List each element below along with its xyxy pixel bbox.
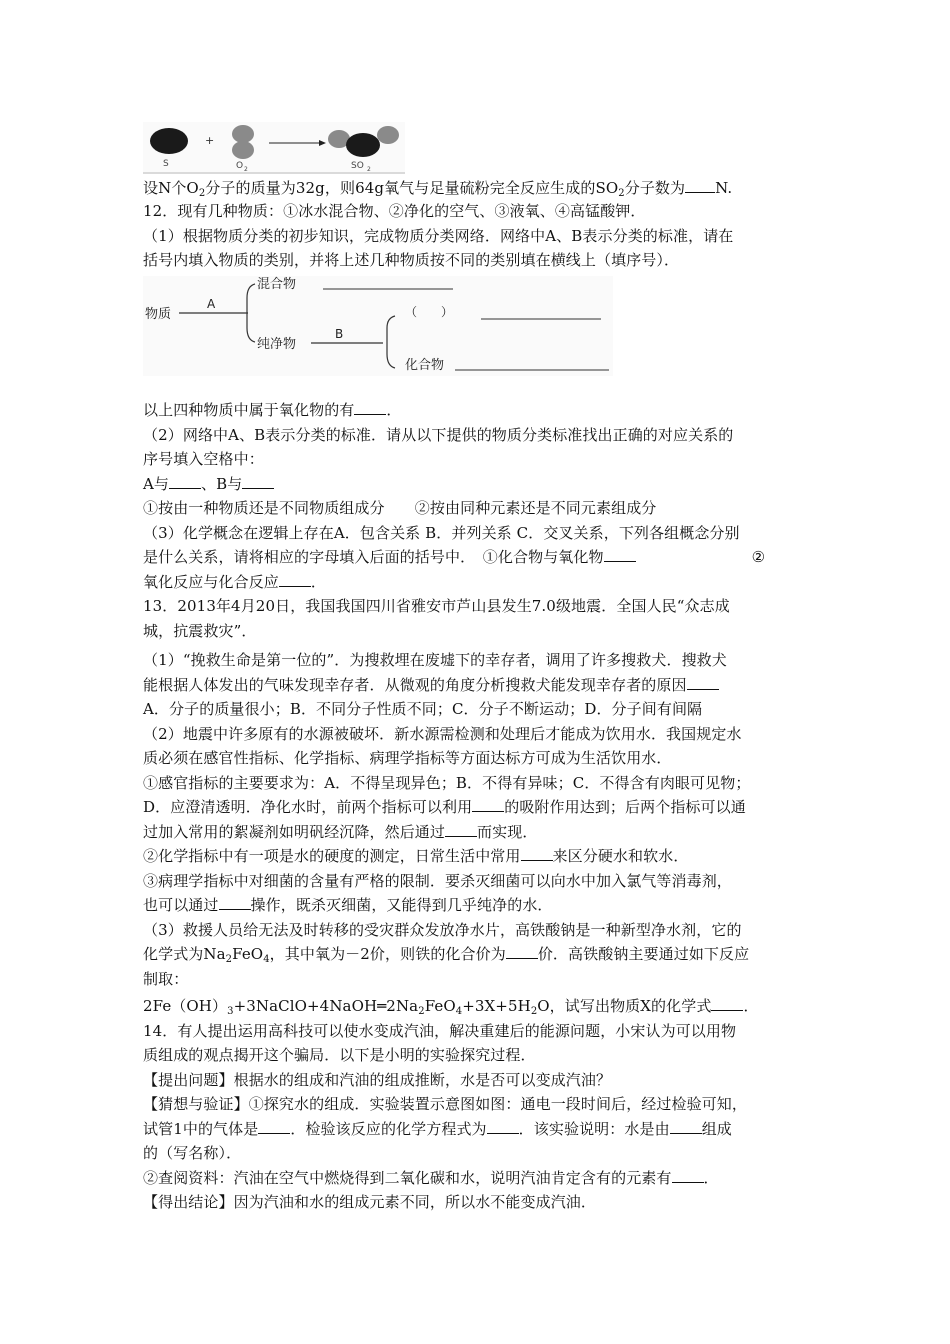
answer-blank[interactable] <box>672 1168 704 1183</box>
line-26: （3）救援人员给无法及时转移的受灾群众发放净水片，高铁酸钠是一种新型净水剂，它的 <box>143 921 742 939</box>
label-plus: + <box>205 134 215 147</box>
classification-network <box>143 276 613 376</box>
line-28: 制取： <box>143 970 189 988</box>
label-b: B <box>335 327 344 341</box>
molecule-diagram <box>143 122 405 174</box>
label-o2-sub: 2 <box>244 166 248 173</box>
line-4: 括号内填入物质的类别，并将上述几种物质按不同的类别填在横线上（填序号）． <box>143 251 680 269</box>
line-14: 城，抗震救灾”． <box>143 622 257 640</box>
line-25: 也可以通过 操作，既杀灭细菌，又能得到几乎纯净的水． <box>143 896 553 914</box>
line-32: 【提出问题】根据水的组成和汽油的组成推断，水是否可以变成汽油？ <box>143 1071 612 1089</box>
line-17: A．分子的质量很小；B．不同分子性质不同；C．分子不断运动；D．分子间有间隔 <box>143 700 703 718</box>
question-13: 13．2013年4月20日，我国我国四川省雅安市芦山县发生7.0级地震．全国人民“众志成 <box>143 597 730 615</box>
line-24: ③病理学指标中对细菌的含量有严格的限制．要杀灭细菌可以向水中加入氯气等消毒剂， <box>143 872 732 890</box>
line-22: 过加入常用的絮凝剂如明矾经沉降，然后通过 而实现． <box>143 823 538 841</box>
label-matter: 物质 <box>145 307 172 322</box>
line-20: ①感官指标的主要要求为：A．不得呈现异色；B．不得有异味；C．不得含有肉眼可见物； <box>143 774 751 792</box>
line-27: 化学式为$Na_2FeO_4$，其中氧为－2价，则铁的化合价为 价．高铁酸钠主要通过如下反应 <box>143 945 750 965</box>
label-o2: O <box>236 161 244 171</box>
answer-blank[interactable] <box>354 400 386 415</box>
line-11: 是什么关系，请将相应的字母填入后面的括号中． ①化合物与氧化物 ② <box>143 548 766 566</box>
answer-blank[interactable] <box>258 1119 290 1134</box>
line-34: 试管1中的气体是 ．检验该反应的化学方程式为 ．该实验说明：水是由 组成 <box>143 1120 732 1138</box>
line-5: 以上四种物质中属于氧化物的有 ． <box>143 401 402 419</box>
line-21: D．应澄清透明．净化水时，前两个指标可以利用 的吸附作用达到；后两个指标可以通 <box>143 798 746 816</box>
line-15: （1）“挽救生命是第一位的”．为搜救埋在废墟下的幸存者，调用了许多搜救犬．搜救犬 <box>143 651 727 669</box>
line-18: （2）地震中许多原有的水源被破坏．新水源需检测和处理后才能成为饮用水．我国规定水 <box>143 725 742 743</box>
answer-blank[interactable] <box>604 547 636 562</box>
line-23: ②化学指标中有一项是水的硬度的测定，日常生活中常用 来区分硬水和软水． <box>143 847 689 865</box>
line-35: 的（写名称）． <box>143 1144 242 1162</box>
question-14: 14．有人提出运用高科技可以使水变成汽油，解决重建后的能源问题，小宋认为可以用物 <box>143 1022 737 1040</box>
answer-blank[interactable] <box>487 1119 519 1134</box>
label-a: A <box>207 297 216 311</box>
answer-blank[interactable] <box>670 1119 702 1134</box>
line-6: （2）网络中A、B表示分类的标准．请从以下提供的物质分类标准找出正确的对应关系的 <box>143 426 734 444</box>
answer-blank[interactable] <box>242 474 274 489</box>
molecule-reaction-figure <box>143 122 405 174</box>
answer-blank[interactable] <box>279 572 311 587</box>
answer-blank[interactable] <box>521 846 553 861</box>
line-33: 【猜想与验证】①探究水的组成．实验装置示意图如图：通电一段时间后，经过检验可知， <box>143 1095 748 1113</box>
line-19: 质必须在感官性指标、化学指标、病理学指标等方面达标方可成为生活饮用水． <box>143 749 672 767</box>
so2-sulfur-atom <box>346 133 380 157</box>
line-16: 能根据人体发出的气味发现幸存者．从微观的角度分析搜救犬能发现幸存者的原因 <box>143 675 719 695</box>
answer-blank[interactable] <box>506 944 538 959</box>
label-paren: （ ） <box>405 305 454 319</box>
label-so2-sub: 2 <box>367 166 371 173</box>
line-36: ②查阅资料：汽油在空气中燃烧得到二氧化碳和水，说明汽油肯定含有的元素有 ． <box>143 1169 719 1187</box>
answer-blank[interactable] <box>685 178 715 193</box>
line-1: 设N个$O_2$分子的质量为32g，则64g氧气与足量硫粉完全反应生成的$SO_2$分子数为 N. <box>143 179 733 199</box>
label-s: S <box>163 159 169 169</box>
oxygen-atom-bottom <box>232 141 254 159</box>
line-8: A与 、B与 <box>143 474 274 494</box>
line-9: ①按由一种物质还是不同物质组成分 ②按由同种元素还是不同元素组成分 <box>143 499 657 517</box>
oxygen-atom-top <box>232 125 254 143</box>
label-mixture: 混合物 <box>257 277 297 292</box>
so2-oxygen-right <box>377 126 399 144</box>
question-12: 12．现有几种物质：①冰水混合物、②净化的空气、③液氧、④高锰酸钾． <box>143 202 646 220</box>
line-37: 【得出结论】因为汽油和水的组成元素不同，所以水不能变成汽油． <box>143 1193 597 1211</box>
line-10: （3）化学概念在逻辑上存在A．包含关系 B．并列关系 C．交叉关系，下列各组概念分别 <box>143 524 740 542</box>
equation-line: $2Fe(OH)_3+3NaClO+4NaOH═2Na_2FeO_4+3X+5H_2O$，试写出物质X的化学式 ． <box>143 997 759 1017</box>
label-compound: 化合物 <box>405 358 445 373</box>
label-pure: 纯净物 <box>257 337 297 352</box>
line-31: 质组成的观点揭开这个骗局．以下是小明的实验探究过程． <box>143 1046 536 1064</box>
classification-diagram <box>143 276 613 376</box>
sulfur-atom <box>150 128 188 154</box>
line-12: 氧化反应与化合反应 ． <box>143 573 327 591</box>
answer-blank[interactable] <box>169 474 201 489</box>
answer-blank[interactable] <box>445 822 477 837</box>
answer-blank[interactable] <box>219 895 251 910</box>
answer-blank[interactable] <box>472 797 504 812</box>
line-3: （1）根据物质分类的初步知识，完成物质分类网络．网络中A、B表示分类的标准，请在 <box>143 227 734 245</box>
label-so2: SO <box>351 161 364 171</box>
answer-blank[interactable] <box>687 675 719 690</box>
answer-blank[interactable] <box>711 996 743 1011</box>
line-7: 序号填入空格中： <box>143 450 264 468</box>
